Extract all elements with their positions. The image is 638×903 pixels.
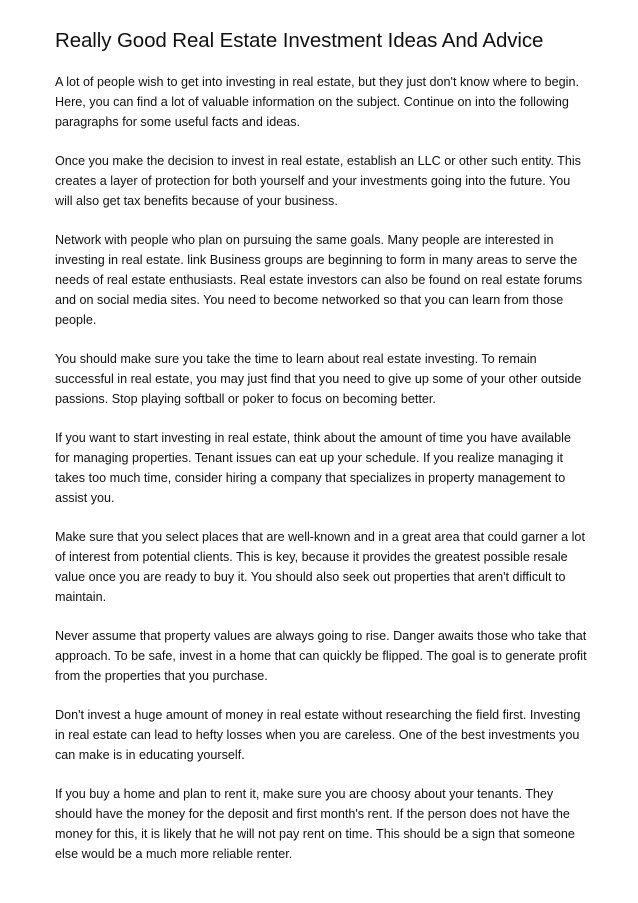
paragraph-4: You should make sure you take the time to learn about real estate investing. To remain successful in real estate, you may just find that you need to give up some of your other outside passions. Stop playing softball or poker to focus on becoming better. bbox=[55, 352, 582, 406]
document-body bbox=[55, 72, 588, 864]
paragraph-7: Never assume that property values are always going to rise. Danger awaits those who take that approach. To be safe, invest in a home that can quickly be flipped. The goal is to generate profit from the properties that you purchase. bbox=[55, 629, 587, 683]
paragraph-2: Once you make the decision to invest in real estate, establish an LLC or other such entity. This creates a layer of protection for both yourself and your investments going into the future. You will also get tax benefits because of your business. bbox=[55, 154, 581, 208]
paragraph-8: Don't invest a huge amount of money in real estate without researching the field first. Investing in real estate can lead to hefty losses when you are careless. One of the best investments you can make is in educating yourself. bbox=[55, 708, 581, 762]
paragraph-5: If you want to start investing in real estate, think about the amount of time you have available for managing properties. Tenant issues can eat up your schedule. If you realize managing it takes too much time, consider hiring a company that specializes in property management to assist you. bbox=[55, 431, 571, 505]
paragraph-3: Network with people who plan on pursuing the same goals. Many people are interested in investing in real estate. link Business groups are beginning to form in many areas to serve the needs of real estate enthusiasts. Real estate investors can also be found on real estate forums and on social media sites. You need to become networked so that you can learn from those people. bbox=[55, 233, 583, 327]
paragraph-9: If you buy a home and plan to rent it, make sure you are choosy about your tenants. They should have the money for the deposit and first month's rent. If the person does not have the money for this, it is likely that he will not pay rent on time. This should be a sign that someone else would be a much more reliable renter. bbox=[55, 787, 575, 861]
paragraph-6: Make sure that you select places that are well-known and in a great area that could garner a lot of interest from potential clients. This is key, because it provides the greatest possible resale value once you are ready to buy it. You should also seek out properties that aren't difficult to maintain. bbox=[55, 530, 585, 604]
document-title: Really Good Real Estate Investment Ideas And Advice bbox=[55, 29, 544, 52]
paragraph-1: A lot of people wish to get into investing in real estate, but they just don't know where to begin. Here, you can find a lot of valuable information on the subject. Continue on into the following paragraphs for some useful facts and ideas. bbox=[55, 75, 579, 129]
